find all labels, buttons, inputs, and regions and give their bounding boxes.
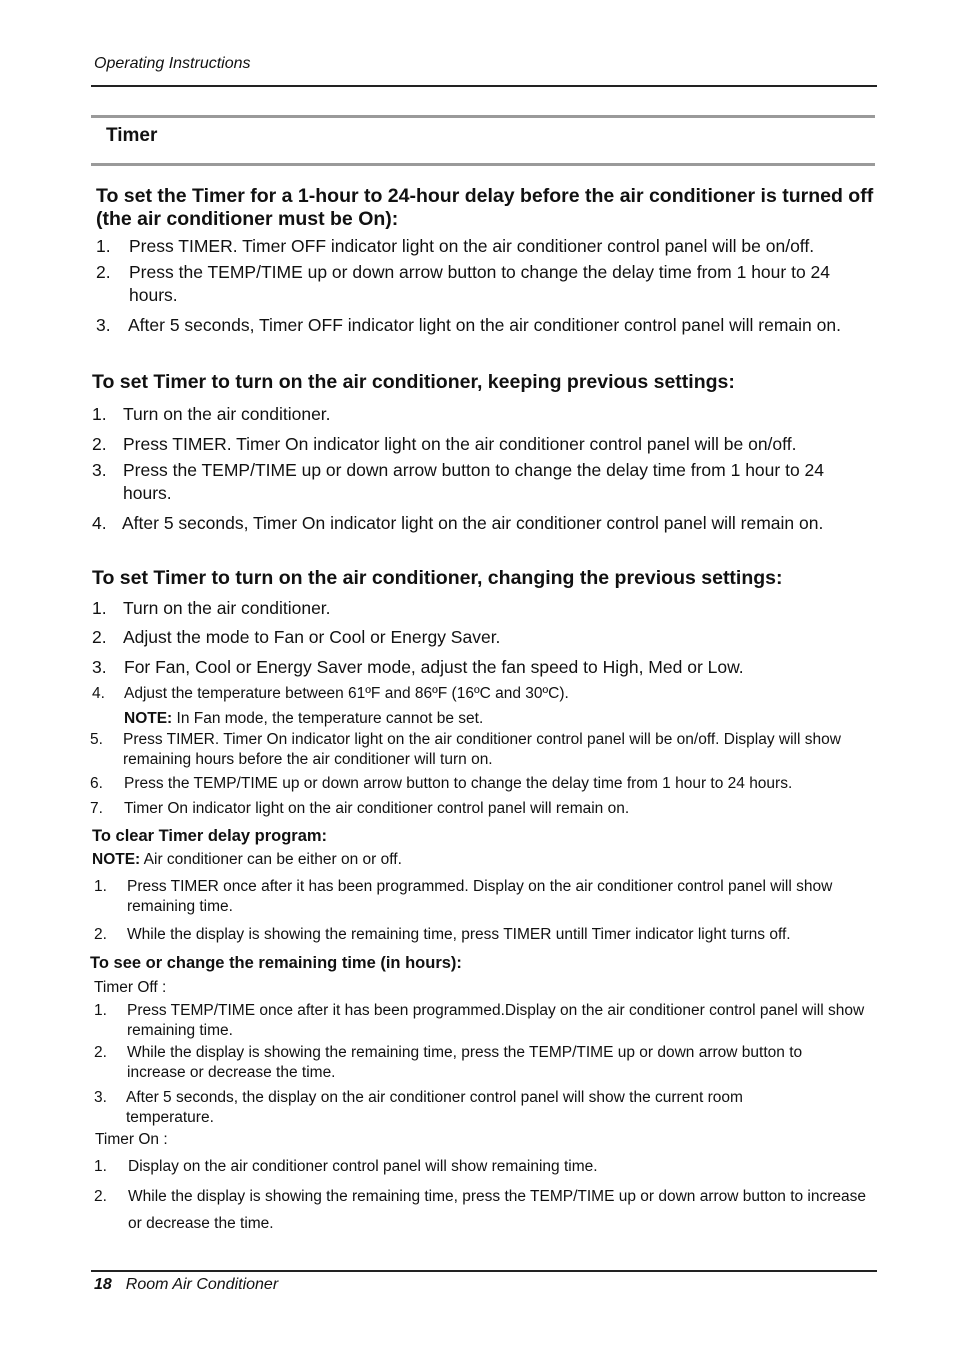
item-text: Press the TEMP/TIME up or down arrow button to change the delay time from 1 hour to 24 hours. (129, 262, 830, 305)
section-title: Timer (106, 125, 158, 146)
item-text: Timer On indicator light on the air conditioner control panel will remain on. (124, 800, 630, 817)
item-text: For Fan, Cool or Energy Saver mode, adjust the fan speed to High, Med or Low. (124, 657, 744, 677)
item-number: 7. (90, 800, 103, 817)
change-settings-heading: To set Timer to turn on the air conditioner, changing the previous settings: (92, 567, 783, 589)
item-text: Press the TEMP/TIME up or down arrow button to change the delay time from 1 hour to 24 hours. (124, 775, 793, 792)
item-number: 2. (92, 627, 107, 647)
item-text: Press the TEMP/TIME up or down arrow button to change the delay time from 1 hour to 24 hours. (123, 460, 824, 503)
section-rule-bottom (91, 163, 875, 166)
item-number: 6. (90, 775, 103, 792)
item-text: Adjust the temperature between 61ºF and 86ºF (16ºC and 30ºC). (124, 685, 569, 702)
header-rule (91, 85, 877, 87)
note-text: Air conditioner can be either on or off. (140, 851, 402, 868)
item-number: 3. (94, 1089, 107, 1106)
item-number: 1. (94, 1158, 107, 1175)
page-header-label: Operating Instructions (94, 55, 251, 72)
item-number: 2. (94, 926, 107, 943)
timer-off-label: Timer Off : (94, 979, 167, 996)
footer-title: Room Air Conditioner (125, 1276, 279, 1293)
item-number: 3. (96, 315, 111, 335)
item-number: 1. (96, 236, 111, 256)
note-label: NOTE: (124, 710, 173, 727)
item-text: Press TEMP/TIME once after it has been programmed.Display on the air conditioner control panel will show remaining time. (127, 1002, 865, 1039)
item-text: Press TIMER. Timer On indicator light on the air conditioner control panel will be on/off. (123, 434, 797, 454)
timer-on-label: Timer On : (95, 1131, 168, 1148)
item-text: Press TIMER. Timer On indicator light on the air conditioner control panel will be on/off. Display will show remaining hours before the air conditioner will turn on. (123, 731, 841, 768)
timer-off-heading: To set the Timer for a 1-hour to 24-hour delay before the air conditioner is turned off (the air conditioner must be On): (96, 185, 874, 230)
clear-timer-heading: To clear Timer delay program: (92, 827, 328, 845)
note-label: NOTE: (92, 851, 141, 868)
item-number: 4. (92, 685, 105, 702)
item-text: After 5 seconds, Timer OFF indicator light on the air conditioner control panel will remain on. (128, 315, 841, 335)
item-number: 1. (94, 878, 107, 895)
item-number: 1. (92, 598, 107, 618)
clear-timer-note (92, 850, 402, 870)
item-text: Turn on the air conditioner. (123, 598, 331, 618)
item-text: Display on the air conditioner control panel will show remaining time. (128, 1158, 598, 1175)
item-text: After 5 seconds, Timer On indicator light on the air conditioner control panel will remain on. (122, 513, 824, 533)
item-text: After 5 seconds, the display on the air conditioner control panel will show the current room temperature. (126, 1089, 743, 1126)
item-text: While the display is showing the remaining time, press TIMER untill Timer indicator light turns off. (127, 926, 791, 943)
item-number: 5. (90, 731, 103, 748)
item-text: Turn on the air conditioner. (123, 404, 331, 424)
item-text: While the display is showing the remaining time, press the TEMP/TIME up or down arrow button to increase or decrease the time. (127, 1044, 803, 1081)
item-text: Press TIMER once after it has been programmed. Display on the air conditioner control panel will show remaining time. (127, 878, 833, 915)
note-text: In Fan mode, the temperature cannot be set. (172, 710, 484, 727)
fan-mode-note (124, 709, 483, 729)
item-number: 3. (92, 460, 107, 480)
section-rule-top (91, 115, 875, 118)
item-number: 2. (94, 1044, 107, 1061)
item-text: While the display is showing the remaining time, press the TEMP/TIME up or down arrow button to increase or decrease the time. (128, 1188, 867, 1232)
keep-settings-heading: To set Timer to turn on the air conditioner, keeping previous settings: (92, 371, 735, 393)
page-footer (94, 1276, 278, 1294)
item-text: Press TIMER. Timer OFF indicator light on the air conditioner control panel will be on/off. (129, 236, 815, 256)
page-number: 18 (94, 1276, 112, 1293)
item-number: 2. (92, 434, 107, 454)
item-number: 2. (96, 262, 111, 282)
item-number: 4. (92, 513, 107, 533)
item-number: 2. (94, 1188, 107, 1205)
remaining-time-heading: To see or change the remaining time (in hours): (90, 954, 462, 972)
footer-rule (91, 1270, 877, 1272)
item-text: Adjust the mode to Fan or Cool or Energy Saver. (123, 627, 501, 647)
item-number: 1. (94, 1002, 107, 1019)
item-number: 1. (92, 404, 107, 424)
item-number: 3. (92, 657, 107, 677)
